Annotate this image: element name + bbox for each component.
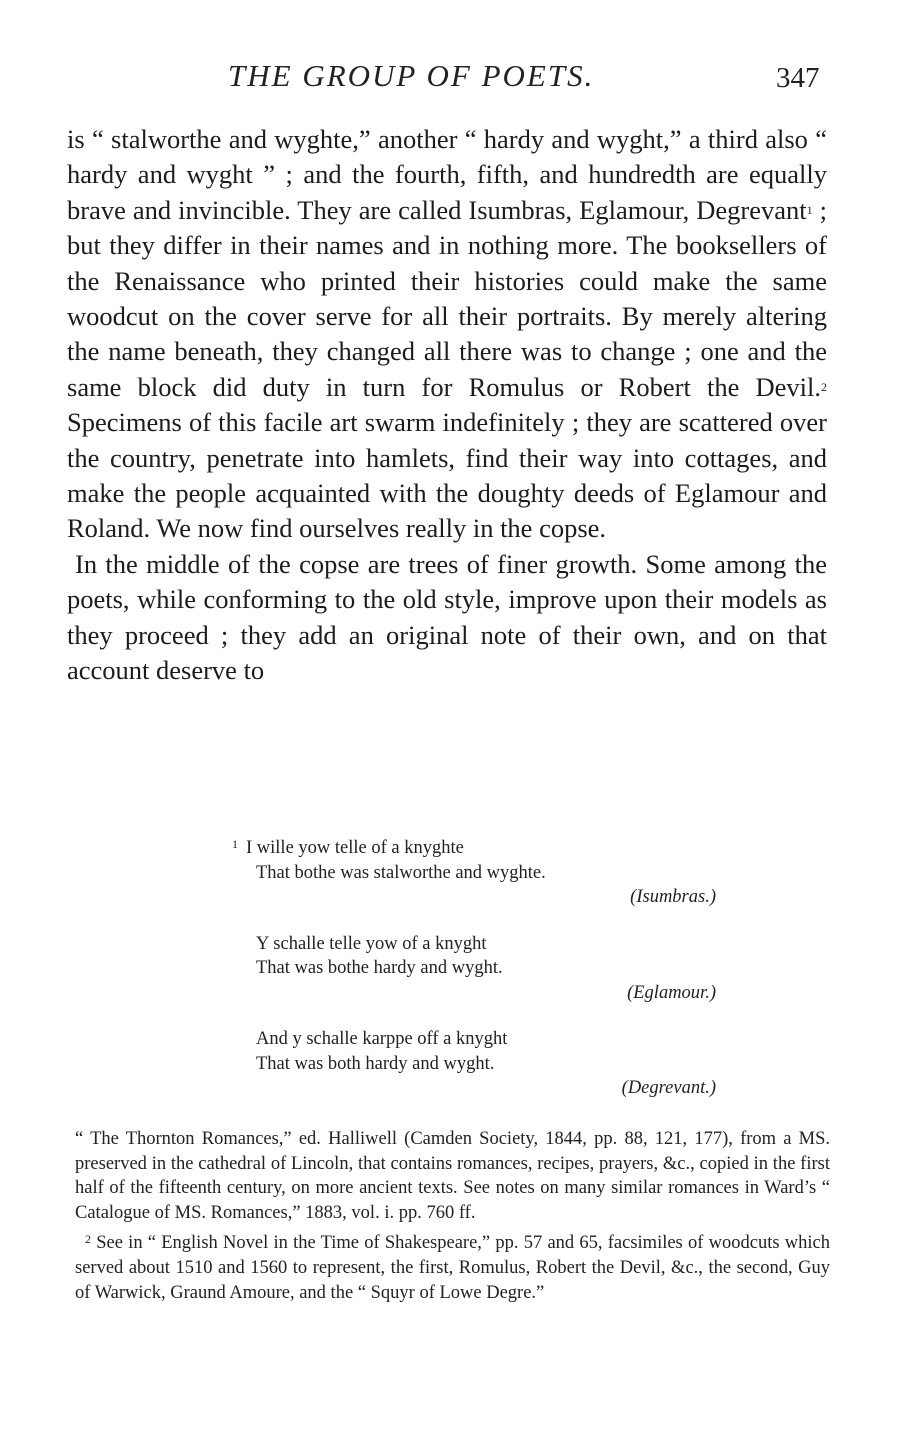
verse-stanza-eglamour	[232, 932, 722, 1006]
verse-line: That bothe was stalworthe and wyghte.	[256, 862, 546, 883]
verse-source: (Degrevant.)	[621, 1078, 716, 1098]
footnote-ref-2: 2	[821, 379, 827, 394]
paragraph-2: In the middle of the copse are trees of finer growth. Some among the poets, while conforming to the old style, improve upon their models as they proceed ; they add an original note of their own, and on that account deserve to	[67, 548, 827, 686]
paragraph-1-continued: ; but they differ in their names and in nothing more. The booksellers of the Renaissance who printed their histories could make the same woodcut on the cover serve for all their portraits. By merely altering the name beneath, they changed all there was to change ; one and the same block did duty in turn for Romulus or Robert the Devil.	[67, 194, 827, 402]
footnote-mark-1: 1	[232, 837, 238, 851]
verse-line: That was both hardy and wyght.	[256, 1053, 495, 1074]
paragraph-1	[67, 122, 827, 547]
verse-stanza-isumbras	[232, 832, 722, 910]
footnotes	[75, 1127, 830, 1305]
footnote-ref-1: 1	[806, 202, 813, 217]
running-head	[0, 58, 900, 102]
footnote-2	[75, 1227, 830, 1305]
verse-line: And y schalle karppe off a knyght	[256, 1029, 508, 1049]
verse-line	[232, 832, 722, 861]
page-number: 347	[776, 62, 820, 94]
verse-quotations	[232, 832, 722, 1101]
footnote-mark-2: 2	[85, 1232, 91, 1247]
verse-stanza-degrevant	[232, 1027, 722, 1101]
footnote-1-continued: “ The Thornton Romances,” ed. Halliwell (Camden Society, 1844, pp. 88, 121, 177), from a MS. preserved in the cathedral of Lincoln, that contains romances, recipes, prayers, &c., copied in the first half of the fifteenth century, on more ancient texts. See notes on many similar romances in Ward’s “ Catalogue of MS. Romances,” 1883, vol. i. pp. 760 ff.	[75, 1129, 830, 1223]
verse-source: (Isumbras.)	[630, 887, 716, 907]
paragraph-1-text: is “ stalworthe and wyghte,” another “ hardy and wyght,” a third also “ hardy and wyght ” ; and the fourth, fifth, and hundredth are equally brave and invincible. They are called Isumbras, Eglamour, Degrevant	[67, 124, 827, 225]
verse-line-text: I wille yow telle of a knyghte	[246, 838, 464, 858]
footnote-2-text: See in “ English Novel in the Time of Shakespeare,” pp. 57 and 65, facsimiles of woodcuts which served about 1510 and 1560 to represent, the first, Romulus, Robert the Devil, &c., the second, Guy of Warwick, Graund Amoure, and the “ Squyr of Lowe Degre.”	[75, 1233, 830, 1303]
verse-line: That was bothe hardy and wyght.	[256, 958, 503, 978]
verse-line: Y schalle telle yow of a knyght	[256, 933, 487, 954]
running-title: THE GROUP OF POETS.	[228, 58, 595, 93]
body-text	[67, 122, 827, 689]
verse-source: (Eglamour.)	[627, 982, 716, 1003]
paragraph-1-end: Specimens of this facile art swarm indefinitely ; they are scattered over the country, penetrate into hamlets, find their way into cottages, and make the people acquainted with the doughty deeds of Eglamour and Roland. We now find ourselves really in the copse.	[67, 407, 827, 544]
